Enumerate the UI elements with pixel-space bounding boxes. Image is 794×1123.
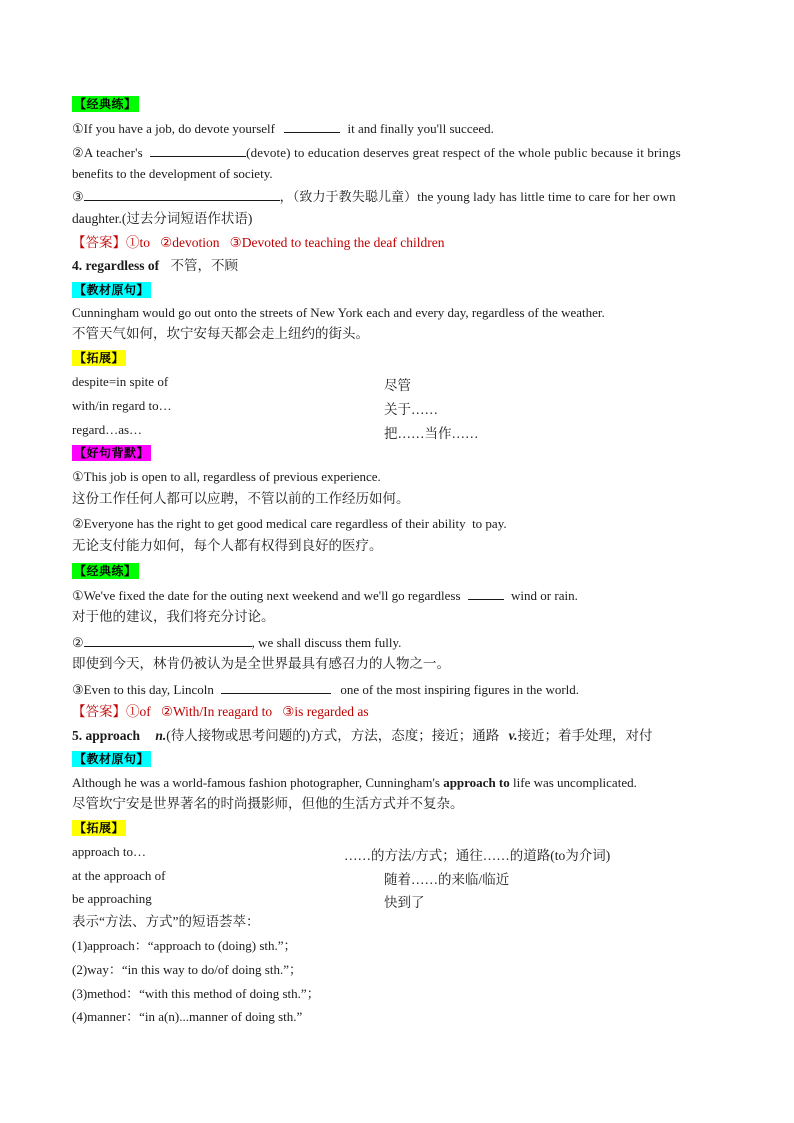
tag-label: 【教材原句】 — [74, 752, 150, 766]
exercise-q1 — [72, 120, 494, 137]
extend-meaning: 关于…… — [384, 402, 438, 417]
origin-tag-5 — [72, 751, 151, 767]
tag-label: 【经典练】 — [74, 97, 137, 111]
phrases-title — [72, 914, 259, 930]
p2-text-post: , we shall discuss them fully. — [251, 635, 402, 650]
p2-blank[interactable] — [84, 634, 252, 647]
phrase-item — [72, 962, 302, 978]
recite-sentence: ①This job is open to all, regardless of previous experience. — [72, 469, 381, 484]
p3-text-pre: ③Even to this day, Lincoln — [72, 682, 214, 697]
extend-meaning: 把……当作…… — [384, 426, 479, 441]
origin-sentence-keyword: approach to — [443, 775, 510, 790]
practice-tag-4 — [72, 563, 139, 579]
extend-row — [72, 398, 172, 414]
answer-text: ①of ②With/In reagard to ③is regarded as — [126, 704, 369, 719]
origin-translation: 尽管坎宁安是世界著名的时尚摄影师，但他的生活方式并不复杂。 — [72, 796, 464, 811]
extend-row — [72, 891, 152, 907]
heading-regardless-of — [72, 258, 238, 274]
extend-phrase: regard…as… — [72, 422, 143, 437]
recite-sentence: ②Everyone has the right to get good medical care regardless of their ability to pay. — [72, 516, 507, 531]
recite-zh — [72, 538, 383, 554]
q3-text-pre: ③ — [72, 189, 84, 204]
tag-label: 【拓展】 — [74, 821, 125, 835]
q2-blank[interactable] — [150, 144, 246, 157]
meaning-verb: 接近；着手处理，对付 — [517, 728, 653, 743]
recite-en — [72, 516, 507, 532]
q2-text-pre: ②A teacher's — [72, 145, 143, 160]
phrases-title-text: 表示“方法、方式”的短语荟萃： — [72, 914, 260, 929]
extend-row — [72, 868, 165, 884]
extend-tag-4 — [72, 350, 126, 366]
tag-label: 【好句背默】 — [74, 446, 150, 460]
practice-p1 — [72, 587, 578, 604]
q1-text-post: it and finally you'll succeed. — [347, 121, 494, 136]
exercise-q2-cont — [72, 166, 273, 182]
p2-text-pre: ② — [72, 635, 84, 650]
origin-sentence-post: life was uncomplicated. — [513, 775, 637, 790]
practice-p2 — [72, 634, 401, 651]
answer-text: ①to ②devotion ③Devoted to teaching the deaf children — [126, 235, 445, 250]
origin-zh-5 — [72, 796, 464, 812]
p2-translation: 即使到今天，林肯仍被认为是全世界最具有感召力的人物之一。 — [72, 656, 450, 671]
meaning-noun: (待人接物或思考问题的)方式，方法，态度；接近；通路 — [166, 728, 500, 743]
q1-blank[interactable] — [284, 120, 340, 133]
q3-blank[interactable] — [84, 188, 280, 201]
tag-label: 【拓展】 — [74, 351, 125, 365]
q3-text-post2: daughter.(过去分词短语作状语) — [72, 211, 253, 226]
recite-translation: 这份工作任何人都可以应聘，不管以前的工作经历如何。 — [72, 491, 410, 506]
practice-p1-zh — [72, 609, 275, 625]
heading-number: 4. — [72, 258, 83, 273]
phrase-text: (2)way：“in this way to do/of doing sth.”； — [72, 962, 302, 977]
p1-translation: 对于他的建议，我们将充分讨论。 — [72, 609, 275, 624]
exercise-q2 — [72, 144, 722, 161]
practice-p2-zh — [72, 656, 450, 672]
extend-phrase: at the approach of — [72, 868, 166, 883]
tag-label: 【教材原句】 — [74, 283, 150, 297]
extend-meaning: 快到了 — [384, 895, 425, 910]
heading-word: regardless of — [85, 258, 160, 273]
origin-zh-4 — [72, 326, 369, 342]
phrase-item — [72, 986, 320, 1002]
heading-meaning: 不管，不顾 — [170, 258, 238, 273]
extend-phrase: be approaching — [72, 891, 152, 906]
pos-verb: v. — [508, 728, 518, 743]
heading-approach — [72, 728, 653, 744]
extend-meaning: 尽管 — [384, 378, 411, 393]
q2-text-post2: benefits to the development of society. — [72, 166, 273, 181]
extend-phrase: with/in regard to… — [72, 398, 172, 413]
phrase-text: (1)approach：“approach to (doing) sth.”； — [72, 938, 297, 953]
q1-text-pre: ①If you have a job, do devote yourself — [72, 121, 275, 136]
pos-noun: n. — [155, 728, 167, 743]
q2-text-post: (devote) to education deserves great respect of the whole public because it brings — [246, 145, 681, 160]
recite-zh — [72, 491, 410, 507]
practice-tag-1 — [72, 96, 139, 112]
recite-translation: 无论支付能力如何，每个人都有权得到良好的医疗。 — [72, 538, 383, 553]
phrase-item — [72, 938, 297, 954]
origin-tag-4 — [72, 282, 151, 298]
answer-label: 【答案】 — [72, 235, 126, 250]
extend-row — [72, 844, 146, 860]
exercise-q3-cont — [72, 211, 252, 227]
extend-row — [72, 422, 142, 438]
p3-blank[interactable] — [221, 681, 331, 694]
origin-en-5 — [72, 775, 637, 791]
extend-phrase: despite=in spite of — [72, 374, 169, 389]
p1-text-pre: ①We've fixed the date for the outing next weekend and we'll go regardless — [72, 588, 461, 603]
origin-translation: 不管天气如何，坎宁安每天都会走上纽约的街头。 — [72, 326, 369, 341]
recite-tag-4 — [72, 445, 151, 461]
extend-row — [72, 374, 168, 390]
tag-label: 【经典练】 — [74, 564, 137, 578]
heading-number: 5. — [72, 728, 83, 743]
exercise-q3 — [72, 188, 676, 205]
recite-en — [72, 469, 381, 485]
extend-meaning: 随着……的来临/临近 — [384, 872, 510, 887]
p1-text-post: wind or rain. — [511, 588, 578, 603]
q3-text-post: ，（致力于教失聪儿童）the young lady has little time to care for her own — [279, 189, 676, 204]
phrase-text: (3)method：“with this method of doing sth.”； — [72, 986, 320, 1001]
p3-text-post: one of the most inspiring figures in the world. — [340, 682, 580, 697]
answer-line-1 — [72, 235, 445, 251]
answer-label: 【答案】 — [72, 704, 126, 719]
answer-line-4 — [72, 704, 369, 720]
extend-meaning: ……的方法/方式；通往……的道路(to为介词) — [344, 848, 611, 863]
heading-word: approach — [85, 728, 141, 743]
origin-sentence: Cunningham would go out onto the streets of New York each and every day, regardless of the weather. — [72, 305, 605, 320]
p1-blank[interactable] — [468, 587, 504, 600]
extend-phrase: approach to… — [72, 844, 147, 859]
origin-en-4 — [72, 305, 605, 321]
phrase-item — [72, 1009, 302, 1025]
origin-sentence-pre: Although he was a world-famous fashion photographer, Cunningham's — [72, 775, 440, 790]
practice-p3 — [72, 681, 579, 698]
phrase-text: (4)manner：“in a(n)...manner of doing sth.” — [72, 1009, 303, 1024]
extend-tag-5 — [72, 820, 126, 836]
